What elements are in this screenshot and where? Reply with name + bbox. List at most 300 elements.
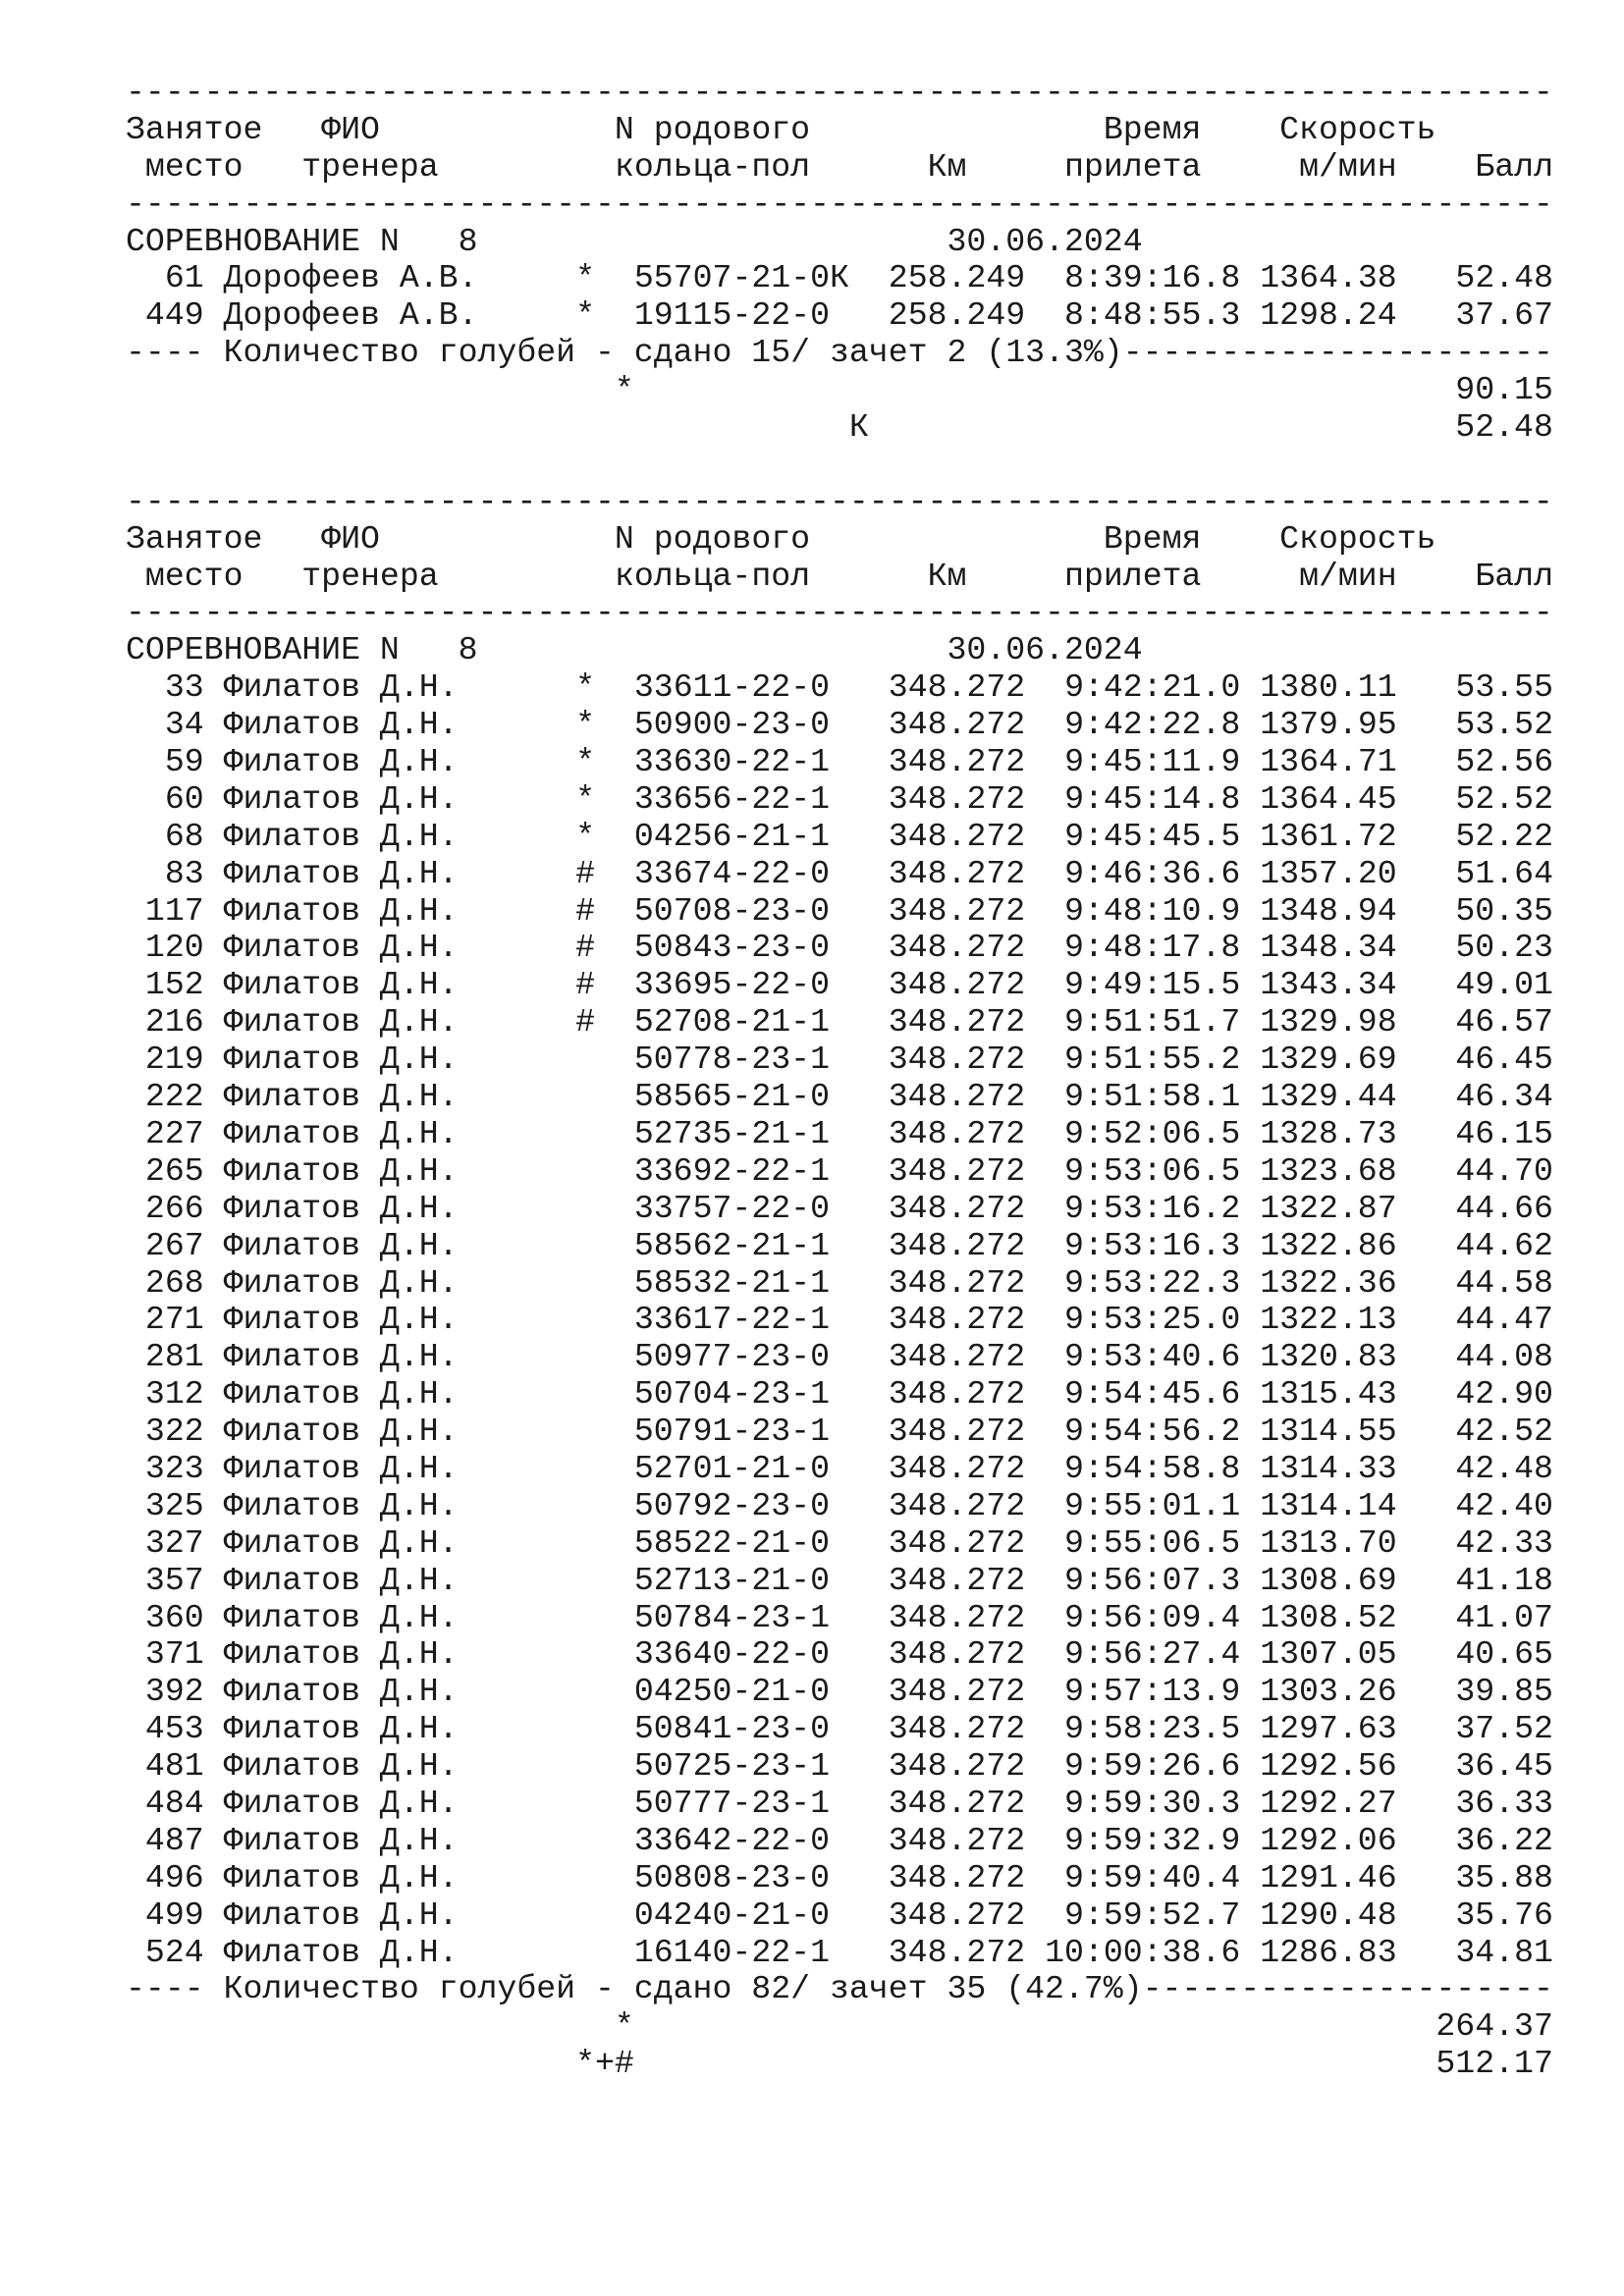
ring-number-cell: 50843-23-0 [633,929,831,967]
trainer-name-cell: Филатов Д.Н. [223,1151,459,1190]
km-cell: 348.272 [888,1375,1026,1414]
score-cell: 50.23 [1455,929,1553,967]
divider-dashes: ------------------------------------------------------------------------- [126,74,1553,111]
speed-cell: 1291.46 [1260,1858,1397,1896]
speed-cell: 1379.95 [1260,706,1397,744]
score-cell: 51.64 [1455,854,1553,892]
km-cell: 348.272 [888,1784,1026,1822]
table-row [126,1114,1553,1153]
header-row-1 [126,112,1549,149]
divider-line [126,74,1553,112]
table-row [126,1858,1553,1897]
trainer-name-cell: Филатов Д.Н. [223,1821,459,1859]
trainer-name-cell: Филатов Д.Н. [223,966,459,1004]
table-row [126,1933,1553,1972]
pigeon-count-summary: ---- Количество голубей - сдано 82/ зачет 35 (42.7%) [126,1970,1143,2008]
total-value: 264.37 [1435,2007,1553,2046]
km-cell: 348.272 [888,1226,1026,1264]
ring-number-cell: 52708-21-1 [633,1003,831,1041]
place-cell: 59 [164,743,204,781]
table-row [126,668,1553,707]
score-cell: 36.22 [1455,1821,1553,1859]
trainer-name-cell: Филатов Д.Н. [223,706,459,744]
place-cell: 265 [144,1151,204,1190]
km-cell: 258.249 [888,259,1026,297]
place-cell: 360 [144,1598,204,1636]
table-row [126,1598,1553,1637]
arrival-time-cell: 9:55:01.1 [1064,1486,1241,1524]
total-label: * [614,2007,634,2046]
trainer-name-cell: Филатов Д.Н. [223,743,459,781]
arrival-time-cell: 8:39:16.8 [1064,259,1241,297]
mark-cell: # [575,966,596,1004]
place-cell: 323 [144,1449,204,1487]
score-cell: 36.45 [1455,1747,1553,1786]
score-cell: 52.22 [1455,817,1553,855]
trainer-name-cell: Филатов Д.Н. [223,1413,459,1451]
col-time-label: Время [1103,110,1202,148]
table-row [126,1710,1553,1748]
arrival-time-cell: 9:42:21.0 [1064,668,1241,707]
speed-cell: 1297.63 [1260,1710,1397,1748]
score-cell: 42.90 [1455,1375,1553,1414]
arrival-time-cell: 9:46:36.6 [1064,854,1241,892]
ring-number-cell: 52713-21-0 [633,1561,831,1599]
col-time-label-2: прилета [1064,147,1202,186]
trainer-name-cell: Дорофеев А.В. [223,296,478,335]
place-cell: 322 [144,1413,204,1451]
table-row [126,1375,1553,1414]
speed-cell: 1292.27 [1260,1784,1397,1822]
arrival-time-cell: 9:57:13.9 [1064,1673,1241,1711]
km-cell: 348.272 [888,1189,1026,1227]
km-cell: 348.272 [888,1078,1026,1116]
col-km-label: Км [927,147,967,186]
arrival-time-cell: 9:48:10.9 [1064,891,1241,930]
speed-cell: 1357.20 [1260,854,1397,892]
place-cell: 496 [144,1858,204,1896]
score-cell: 36.33 [1455,1784,1553,1822]
km-cell: 348.272 [888,1598,1026,1636]
ring-number-cell: 50841-23-0 [633,1710,831,1748]
trainer-name-cell: Филатов Д.Н. [223,929,459,967]
table-row [126,1747,1553,1786]
km-cell: 348.272 [888,1338,1026,1376]
score-cell: 42.40 [1455,1486,1553,1524]
score-cell: 46.34 [1455,1078,1553,1116]
trainer-name-cell: Филатов Д.Н. [223,1673,459,1711]
arrival-time-cell: 9:53:16.3 [1064,1226,1241,1264]
score-cell: 42.33 [1455,1523,1553,1562]
km-cell: 348.272 [888,706,1026,744]
table-row [126,1263,1553,1303]
trainer-name-cell: Филатов Д.Н. [223,1041,459,1079]
competition-line [126,632,1549,669]
table-row [126,1896,1553,1935]
col-name-label: ФИО [321,519,380,558]
table-row [126,1635,1553,1674]
trainer-name-cell: Филатов Д.Н. [223,779,459,818]
speed-cell: 1314.55 [1260,1413,1397,1451]
km-cell: 258.249 [888,296,1026,335]
total-row [126,408,1553,447]
mark-cell: # [575,854,596,892]
ring-number-cell: 33642-22-0 [633,1821,831,1859]
place-cell: 33 [164,668,204,707]
ring-number-cell: 50784-23-1 [633,1598,831,1636]
ring-number-cell: 50791-23-1 [633,1413,831,1451]
divider-dashes: ------------------------------------------------------------------------- [126,185,1553,223]
place-cell: 34 [164,706,204,744]
place-cell: 68 [164,817,204,855]
km-cell: 348.272 [888,1896,1026,1934]
km-cell: 348.272 [888,929,1026,967]
km-cell: 348.272 [888,854,1026,892]
speed-cell: 1320.83 [1260,1338,1397,1376]
arrival-time-cell: 9:54:45.6 [1064,1375,1241,1414]
place-cell: 481 [144,1747,204,1786]
trainer-name-cell: Филатов Д.Н. [223,1301,459,1339]
km-cell: 348.272 [888,1449,1026,1487]
header-row-2 [126,557,1553,596]
trainer-name-cell: Филатов Д.Н. [223,1226,459,1264]
divider-line [126,185,1553,224]
trainer-name-cell: Филатов Д.Н. [223,1338,459,1376]
arrival-time-cell: 9:45:14.8 [1064,779,1241,818]
speed-cell: 1292.06 [1260,1821,1397,1859]
trainer-name-cell: Филатов Д.Н. [223,1635,459,1674]
place-cell: 487 [144,1821,204,1859]
ring-number-cell: 58532-21-1 [633,1263,831,1302]
table-row [126,929,1553,967]
score-cell: 37.52 [1455,1710,1553,1748]
ring-number-cell: 33656-22-1 [633,779,831,818]
mark-cell: # [575,891,596,930]
km-cell: 348.272 [888,891,1026,930]
place-cell: 227 [144,1114,204,1152]
speed-cell: 1328.73 [1260,1114,1397,1152]
trainer-name-cell: Филатов Д.Н. [223,891,459,930]
speed-cell: 1329.44 [1260,1078,1397,1116]
ring-number-cell: 33617-22-1 [633,1301,831,1339]
place-cell: 60 [164,779,204,818]
trainer-name-cell: Филатов Д.Н. [223,1896,459,1934]
divider-line [126,594,1553,632]
trainer-name-cell: Филатов Д.Н. [223,1263,459,1302]
table-row [126,259,1553,297]
table-row [126,1523,1553,1563]
score-cell: 39.85 [1455,1673,1553,1711]
speed-cell: 1364.45 [1260,779,1397,818]
place-cell: 392 [144,1673,204,1711]
arrival-time-cell: 9:59:52.7 [1064,1896,1241,1934]
header-row-1 [126,521,1549,559]
score-cell: 44.47 [1455,1301,1553,1339]
table-row [126,1003,1553,1041]
trainer-name-cell: Филатов Д.Н. [223,1003,459,1041]
place-cell: 325 [144,1486,204,1524]
speed-cell: 1329.69 [1260,1041,1397,1079]
speed-cell: 1343.34 [1260,966,1397,1004]
speed-cell: 1361.72 [1260,817,1397,855]
divider-dashes: ------------------------------------------------------------------------- [126,594,1553,632]
trainer-name-cell: Филатов Д.Н. [223,1486,459,1524]
place-cell: 219 [144,1041,204,1079]
trainer-name-cell: Филатов Д.Н. [223,1933,459,1971]
col-speed-label: Скорость [1279,110,1436,148]
place-cell: 222 [144,1078,204,1116]
ring-number-cell: 50725-23-1 [633,1747,831,1786]
competition-line [126,224,1549,261]
ring-number-cell: 58562-21-1 [633,1226,831,1264]
col-ring-label: N родового [614,519,811,558]
arrival-time-cell: 9:59:26.6 [1064,1747,1241,1786]
col-score-label: Балл [1475,147,1553,186]
place-cell: 357 [144,1561,204,1599]
score-cell: 42.52 [1455,1413,1553,1451]
divider-dashes: ------------------------------------------------------------------------- [126,482,1553,520]
score-cell: 41.18 [1455,1561,1553,1599]
score-cell: 53.52 [1455,706,1553,744]
km-cell: 348.272 [888,668,1026,707]
arrival-time-cell: 9:49:15.5 [1064,966,1241,1004]
col-place-label: Занятое [126,110,263,148]
km-cell: 348.272 [888,1747,1026,1786]
total-row [126,371,1553,409]
table-row [126,706,1553,744]
speed-cell: 1290.48 [1260,1896,1397,1934]
ring-number-cell: 04240-21-0 [633,1896,831,1934]
score-cell: 44.08 [1455,1338,1553,1376]
trainer-name-cell: Филатов Д.Н. [223,1189,459,1227]
ring-number-cell: 58522-21-0 [633,1523,831,1562]
ring-number-cell: 33630-22-1 [633,743,831,781]
arrival-time-cell: 9:51:58.1 [1064,1078,1241,1116]
table-row [126,1486,1553,1525]
competition-date: 30.06.2024 [947,631,1143,669]
trainer-name-cell: Филатов Д.Н. [223,1375,459,1414]
km-cell: 348.272 [888,1821,1026,1859]
arrival-time-cell: 9:56:27.4 [1064,1635,1241,1674]
score-cell: 37.67 [1455,296,1553,335]
km-cell: 348.272 [888,743,1026,781]
table-row [126,1449,1553,1488]
ring-number-cell: 55707-21-0К [633,259,849,297]
arrival-time-cell: 9:52:06.5 [1064,1114,1241,1152]
col-name-label-2: тренера [301,557,439,595]
ring-number-cell: 33695-22-0 [633,966,831,1004]
place-cell: 152 [144,966,204,1004]
table-row [126,296,1553,335]
pigeon-count-summary: ---- Количество голубей - сдано 15/ зачет 2 (13.3%) [126,334,1123,372]
total-label: *+# [575,2045,634,2083]
competition-title: СОРЕВНОВАНИЕ N 8 [126,222,478,260]
total-label: * [614,371,634,409]
place-cell: 61 [164,259,204,297]
col-km-label: Км [927,557,967,595]
section-spacer [126,447,1549,484]
col-score-label: Балл [1475,557,1553,595]
table-row [126,1226,1553,1265]
mark-cell: * [575,743,596,781]
trainer-name-cell: Филатов Д.Н. [223,1747,459,1786]
km-cell: 348.272 [888,966,1026,1004]
summary-dashes: --------------------- [1142,1970,1553,2008]
arrival-time-cell: 9:59:30.3 [1064,1784,1241,1822]
mark-cell: * [575,817,596,855]
speed-cell: 1303.26 [1260,1673,1397,1711]
ring-number-cell: 50792-23-0 [633,1486,831,1524]
total-value: 52.48 [1455,408,1553,447]
col-ring-label-2: кольца-пол [614,557,811,595]
km-cell: 348.272 [888,1003,1026,1041]
ring-number-cell: 50808-23-0 [633,1858,831,1896]
divider-line [126,482,1553,521]
score-cell: 35.76 [1455,1896,1553,1934]
mark-cell: * [575,296,596,335]
summary-line [126,334,1553,372]
speed-cell: 1298.24 [1260,296,1397,335]
ring-number-cell: 04250-21-0 [633,1673,831,1711]
table-row [126,817,1553,856]
ring-number-cell: 33611-22-0 [633,668,831,707]
table-row [126,966,1553,1004]
arrival-time-cell: 9:54:58.8 [1064,1449,1241,1487]
speed-cell: 1308.52 [1260,1598,1397,1636]
table-row [126,1784,1553,1823]
speed-cell: 1364.38 [1260,259,1397,297]
arrival-time-cell: 9:56:07.3 [1064,1561,1241,1599]
place-cell: 216 [144,1003,204,1041]
arrival-time-cell: 9:53:16.2 [1064,1189,1241,1227]
summary-line [126,1970,1553,2008]
arrival-time-cell: 9:45:11.9 [1064,743,1241,781]
km-cell: 348.272 [888,1523,1026,1562]
score-cell: 42.48 [1455,1449,1553,1487]
score-cell: 41.07 [1455,1598,1553,1636]
score-cell: 52.52 [1455,779,1553,818]
table-row [126,1561,1553,1600]
ring-number-cell: 33640-22-0 [633,1635,831,1674]
header-row-2 [126,147,1553,187]
speed-cell: 1308.69 [1260,1561,1397,1599]
competition-title: СОРЕВНОВАНИЕ N 8 [126,631,478,669]
km-cell: 348.272 [888,817,1026,855]
competition-date: 30.06.2024 [947,222,1143,260]
col-speed-label-2: м/мин [1299,557,1397,595]
score-cell: 53.55 [1455,668,1553,707]
col-ring-label-2: кольца-пол [614,147,811,186]
score-cell: 44.70 [1455,1151,1553,1190]
ring-number-cell: 04256-21-1 [633,817,831,855]
ring-number-cell: 16140-22-1 [633,1933,831,1971]
results-report [126,74,1553,2083]
place-cell: 281 [144,1338,204,1376]
speed-cell: 1348.94 [1260,891,1397,930]
place-cell: 524 [144,1933,204,1971]
place-cell: 371 [144,1635,204,1674]
km-cell: 348.272 [888,779,1026,818]
trainer-name-cell: Филатов Д.Н. [223,668,459,707]
ring-number-cell: 50977-23-0 [633,1338,831,1376]
ring-number-cell: 50777-23-1 [633,1784,831,1822]
mark-cell: * [575,668,596,707]
km-cell: 348.272 [888,1858,1026,1896]
speed-cell: 1314.14 [1260,1486,1397,1524]
arrival-time-cell: 9:48:17.8 [1064,929,1241,967]
trainer-name-cell: Дорофеев А.В. [223,259,478,297]
km-cell: 348.272 [888,1151,1026,1190]
ring-number-cell: 19115-22-0 [633,296,831,335]
mark-cell: * [575,779,596,818]
speed-cell: 1380.11 [1260,668,1397,707]
ring-number-cell: 52701-21-0 [633,1449,831,1487]
ring-number-cell: 50778-23-1 [633,1041,831,1079]
place-cell: 266 [144,1189,204,1227]
speed-cell: 1313.70 [1260,1523,1397,1562]
arrival-time-cell: 9:53:22.3 [1064,1263,1241,1302]
arrival-time-cell: 9:42:22.8 [1064,706,1241,744]
total-label: К [848,408,869,447]
trainer-name-cell: Филатов Д.Н. [223,1449,459,1487]
arrival-time-cell: 10:00:38.6 [1045,1933,1241,1971]
table-row [126,1151,1553,1191]
speed-cell: 1329.98 [1260,1003,1397,1041]
arrival-time-cell: 9:56:09.4 [1064,1598,1241,1636]
arrival-time-cell: 9:51:55.2 [1064,1041,1241,1079]
total-row [126,2007,1553,2046]
arrival-time-cell: 9:51:51.7 [1064,1003,1241,1041]
speed-cell: 1292.56 [1260,1747,1397,1786]
arrival-time-cell: 9:54:56.2 [1064,1413,1241,1451]
table-row [126,854,1553,893]
score-cell: 34.81 [1455,1933,1553,1971]
score-cell: 50.35 [1455,891,1553,930]
place-cell: 120 [144,929,204,967]
summary-dashes: ---------------------- [1122,334,1553,372]
table-row [126,1413,1553,1451]
score-cell: 49.01 [1455,966,1553,1004]
arrival-time-cell: 9:53:06.5 [1064,1151,1241,1190]
km-cell: 348.272 [888,1710,1026,1748]
total-row [126,2045,1553,2083]
place-cell: 312 [144,1375,204,1414]
speed-cell: 1322.13 [1260,1301,1397,1339]
place-cell: 484 [144,1784,204,1822]
trainer-name-cell: Филатов Д.Н. [223,1784,459,1822]
table-row [126,743,1553,781]
trainer-name-cell: Филатов Д.Н. [223,1078,459,1116]
arrival-time-cell: 9:55:06.5 [1064,1523,1241,1562]
table-row [126,1041,1553,1079]
trainer-name-cell: Филатов Д.Н. [223,1114,459,1152]
km-cell: 348.272 [888,1673,1026,1711]
speed-cell: 1364.71 [1260,743,1397,781]
table-row [126,1673,1553,1711]
table-row [126,1821,1553,1860]
table-row [126,891,1553,931]
trainer-name-cell: Филатов Д.Н. [223,854,459,892]
ring-number-cell: 52735-21-1 [633,1114,831,1152]
mark-cell: # [575,929,596,967]
trainer-name-cell: Филатов Д.Н. [223,817,459,855]
table-row [126,1338,1553,1376]
col-name-label: ФИО [321,110,380,148]
col-speed-label: Скорость [1279,519,1436,558]
km-cell: 348.272 [888,1413,1026,1451]
ring-number-cell: 33674-22-0 [633,854,831,892]
table-row [126,1301,1553,1339]
